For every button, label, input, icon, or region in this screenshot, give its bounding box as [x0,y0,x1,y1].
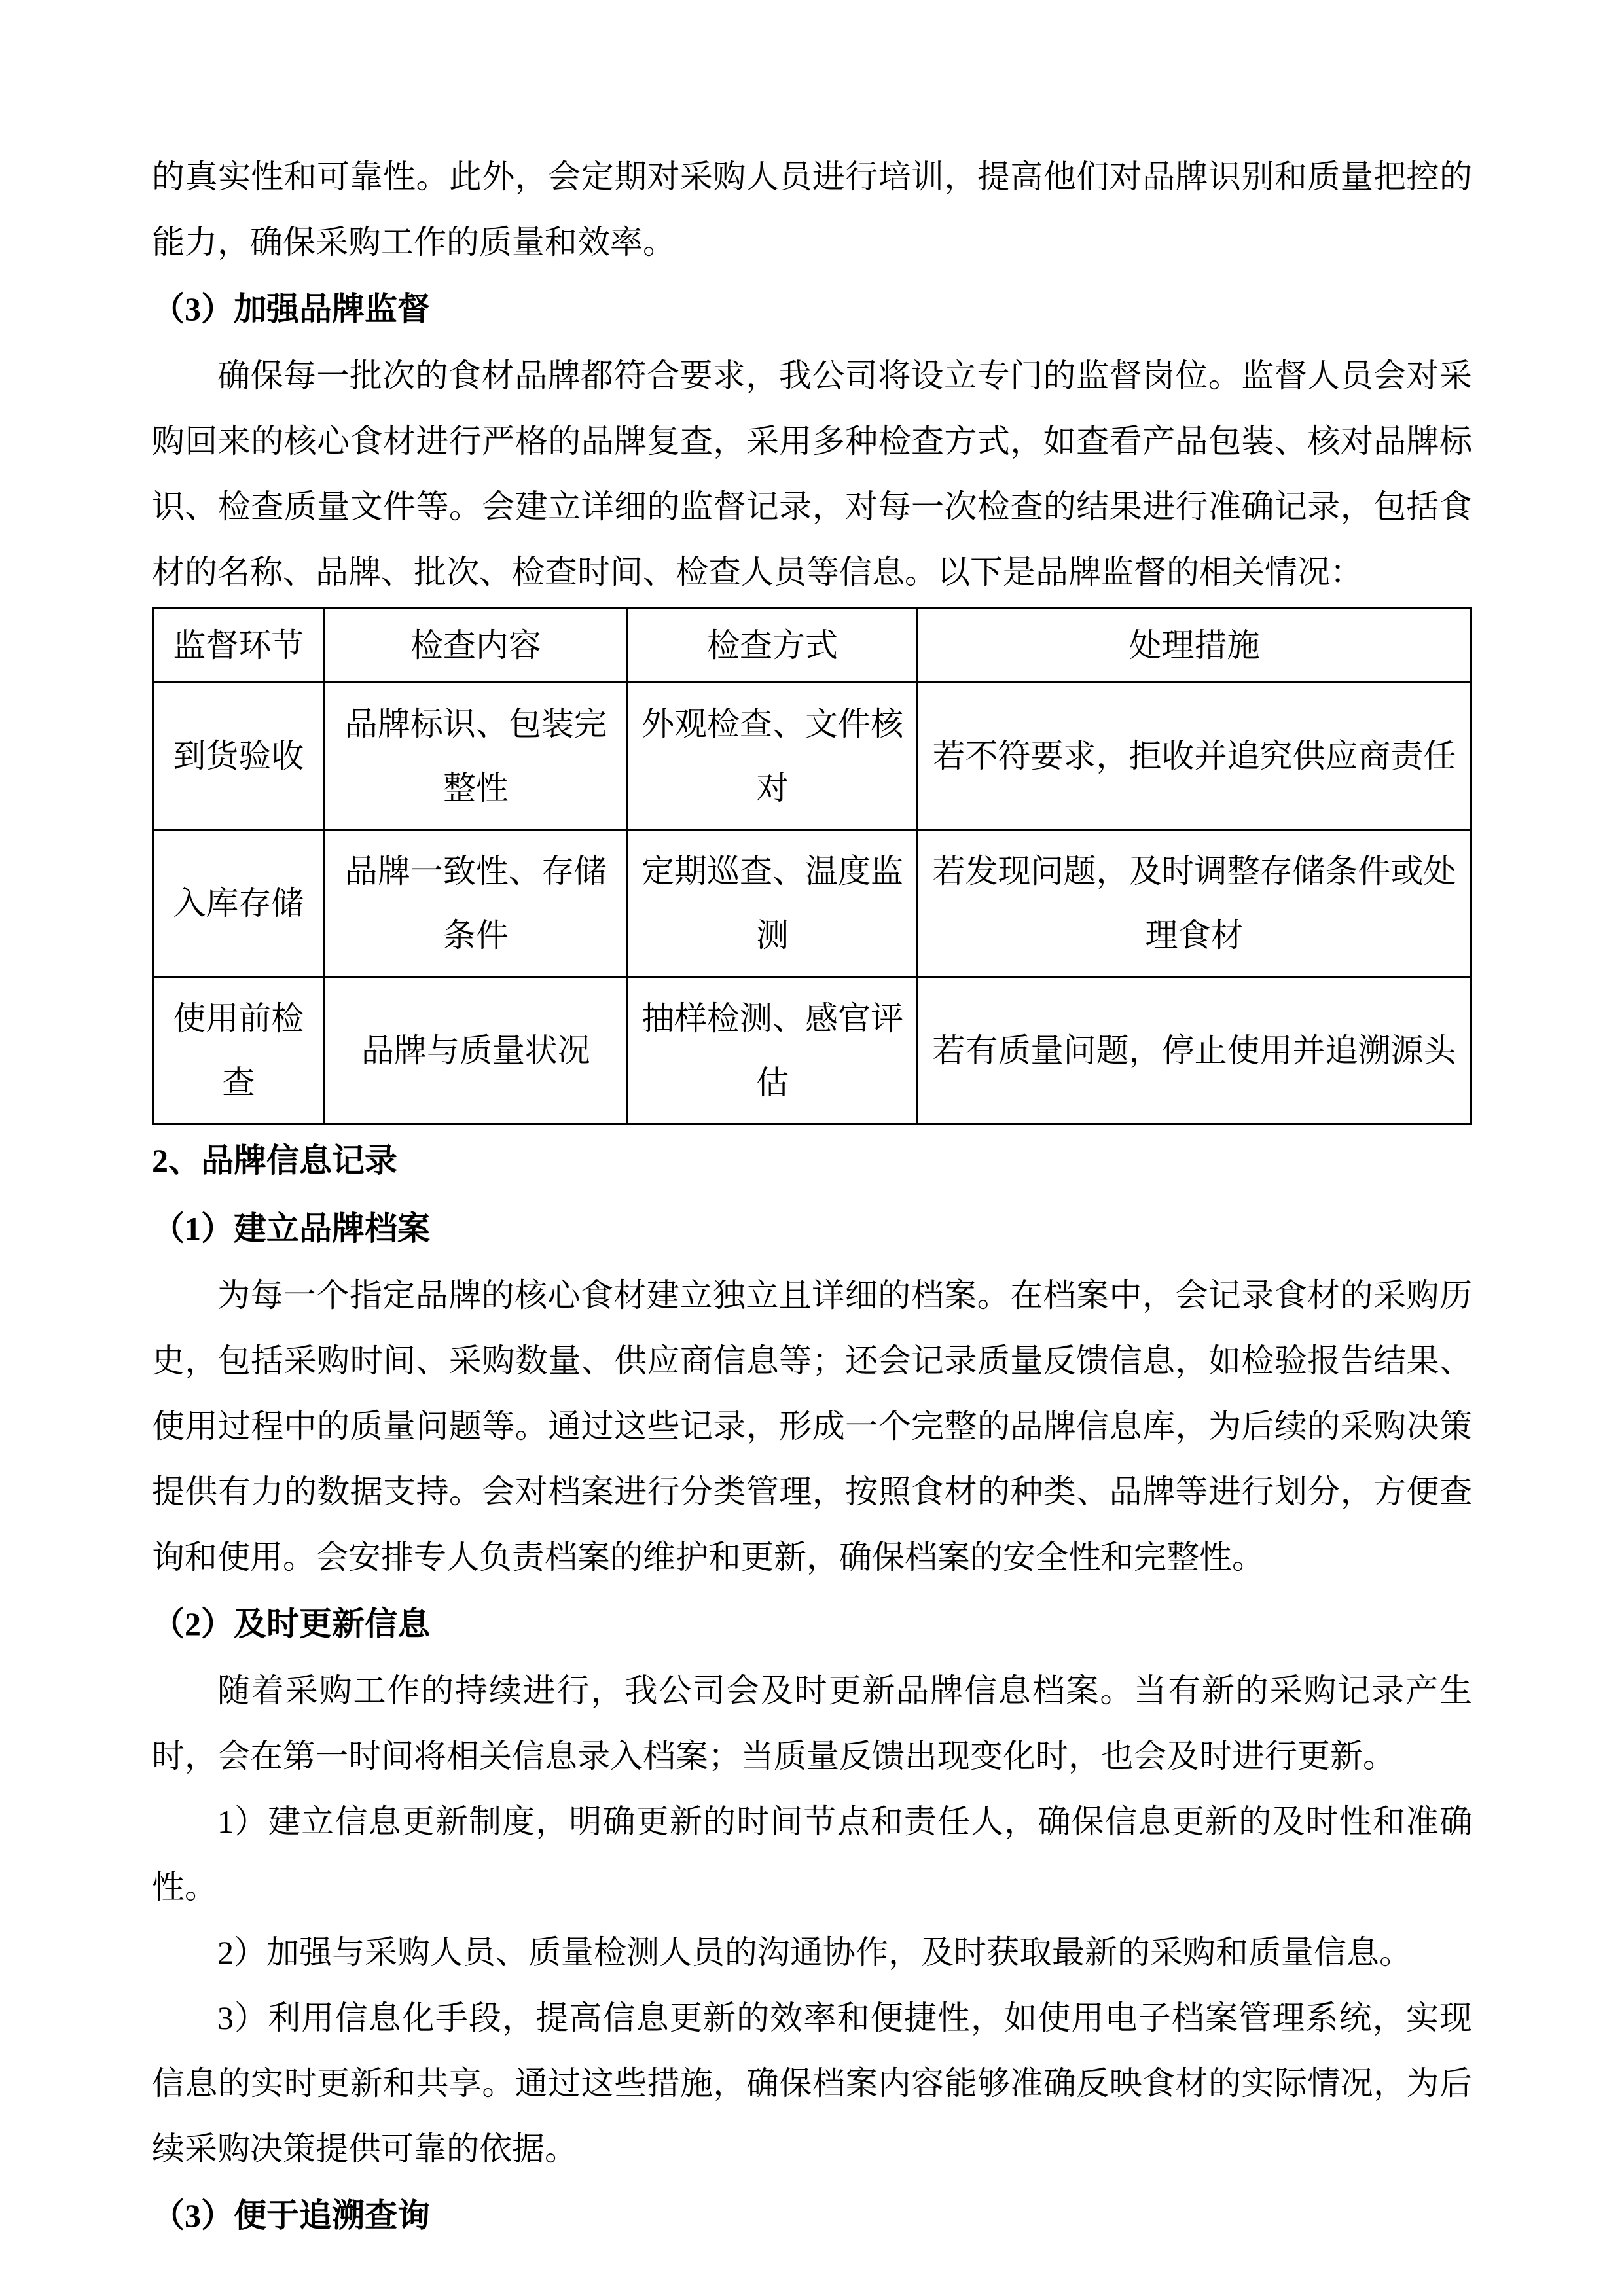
table-cell: 到货验收 [153,683,325,830]
table-cell: 外观检查、文件核对 [628,683,918,830]
table-cell: 若不符要求，拒收并追究供应商责任 [918,683,1471,830]
supervision-table [152,607,1472,1125]
heading-brand-info-record: 2、品牌信息记录 [152,1142,397,1179]
table-cell: 品牌标识、包装完整性 [324,683,627,830]
table-cell: 品牌与质量状况 [324,977,627,1124]
heading-easy-trace-query: （3）便于追溯查询 [152,2197,430,2234]
heading-build-brand-archive: （1）建立品牌档案 [152,1210,430,1247]
table-header-row [153,609,1471,683]
heading-timely-update-info: （2）及时更新信息 [152,1605,430,1642]
table-header-cell: 检查内容 [324,609,627,683]
table-cell: 定期巡查、温度监测 [628,830,918,977]
paragraph-update-item-3: 3）利用信息化手段，提高信息更新的效率和便捷性，如使用电子档案管理系统，实现信息的实时更新和共享。通过这些措施，确保档案内容能够准确反映食材的实际情况，为后续采购决策提供可靠的依据。 [152,2000,1472,2167]
table-cell: 品牌一致性、存储条件 [324,830,627,977]
paragraph-archive-body: 为每一个指定品牌的核心食材建立独立且详细的档案。在档案中，会记录食材的采购历史，包括采购时间、采购数量、供应商信息等；还会记录质量反馈信息，如检验报告结果、使用过程中的质量问题等。通过这些记录，形成一个完整的品牌信息库，为后续的采购决策提供有力的数据支持。会对档案进行分类管理，按照食材的种类、品牌等进行划分，方便查询和使用。会安排专人负责档案的维护和更新，确保档案的安全性和完整性。 [152,1277,1472,1575]
paragraph-update-item-1: 1）建立信息更新制度，明确更新的时间节点和责任人，确保信息更新的及时性和准确性。 [152,1803,1472,1905]
table-cell: 若发现问题，及时调整存储条件或处理食材 [918,830,1471,977]
intro-paragraph: 的真实性和可靠性。此外，会定期对采购人员进行培训，提高他们对品牌识别和质量把控的能力，确保采购工作的质量和效率。 [152,158,1472,260]
table-cell: 使用前检查 [153,977,325,1124]
table-cell: 入库存储 [153,830,325,977]
paragraph-update-body: 随着采购工作的持续进行，我公司会及时更新品牌信息档案。当有新的采购记录产生时，会在第一时间将相关信息录入档案；当质量反馈出现变化时，也会及时进行更新。 [152,1672,1472,1774]
table-cell: 抽样检测、感官评估 [628,977,918,1124]
table-header-cell: 处理措施 [918,609,1471,683]
table-row [153,977,1471,1124]
heading-strengthen-brand-supervision: （3）加强品牌监督 [152,291,430,327]
table-header-cell: 检查方式 [628,609,918,683]
table-cell: 若有质量问题，停止使用并追溯源头 [918,977,1471,1124]
paragraph-supervision-body: 确保每一批次的食材品牌都符合要求，我公司将设立专门的监督岗位。监督人员会对采购回来的核心食材进行严格的品牌复查，采用多种检查方式，如查看产品包装、核对品牌标识、检查质量文件等。会建立详细的监督记录，对每一次检查的结果进行准确记录，包括食材的名称、品牌、批次、检查时间、检查人员等信息。以下是品牌监督的相关情况： [152,357,1472,590]
table-row [153,683,1471,830]
table-header-cell: 监督环节 [153,609,325,683]
table-row [153,830,1471,977]
paragraph-update-item-2: 2）加强与采购人员、质量检测人员的沟通协作，及时获取最新的采购和质量信息。 [217,1934,1412,1971]
